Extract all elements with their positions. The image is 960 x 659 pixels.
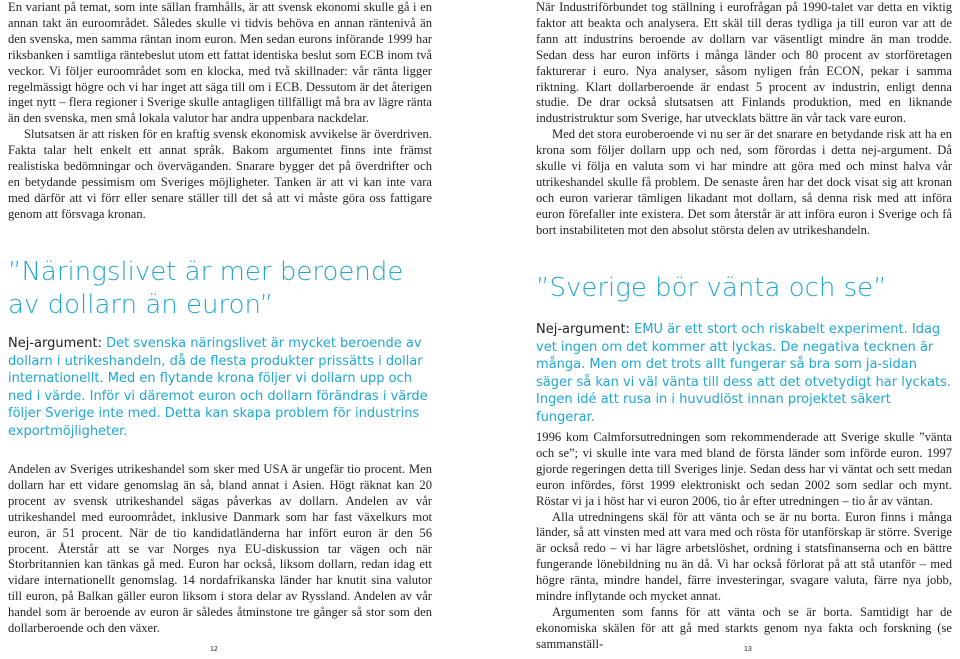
right-intro-text <box>536 0 952 239</box>
left-body-text <box>8 462 432 637</box>
headline-line-1: ”Näringslivet är mer beroende <box>8 257 404 287</box>
left-intro-paragraph-1: En variant på temat, som inte sällan framhålls, är att svensk ekonomi skulle gå i en annan takt än euroområdet. Således skulle vi tidvis behöva en annan räntenivå än den svenska, men samma räntan inom euron. Men sedan eurons införande 1999 har riksbanken i samtliga räntebeslut utom ett fattat identiska beslut som ECB inom två veckor. Vi följer euroområdet som en klocka, med två skillnader: vår ränta ligger regelmässigt högre och vi har inget att säga till om i ECB. Dessutom är det återigen inget nytt – flera regioner i Sverige skulle antagligen tillfälligt må bra av lägre ränta än den svenska, men små lokala valutor har andra uppenbara nackdelar. <box>8 0 432 126</box>
right-body-text <box>536 430 952 653</box>
argument-label: Nej-argument: <box>536 322 630 337</box>
page-number-left: 12 <box>210 646 218 653</box>
left-intro-paragraph-2: Slutsatsen är att risken för en kraftig svensk ekonomisk avvikelse är överdriven. Fakta talar helt enkelt ett annat språk. Bakom argumentet finns inte främst realistiska bedömningar och överväganden. Snarare bygger det på överdrifter och en betydande pessimism om Sveriges möjligheter. Tanken är att vi kan inte vara med därför att vi förr eller senare ställer till det så att vi måste göra oss fattigare genom att försvaga kronan. <box>8 127 432 221</box>
left-intro-text <box>8 0 432 223</box>
right-body-paragraph-1: 1996 kom Calmforsutredningen som rekommenderade att Sverige skulle ”vänta och se”; vi skulle inte vara med bland de första länder som införde euron. 1997 gjorde regeringen detta till Sveriges linje. Sedan dess har vi väntat och sett medan euron infördes, först 1999 elektroniskt och sedan 2002 som sedlar och mynt. Röstar vi ja i höst har vi euron 2006, tio år efter utredningen – tio år av väntan. <box>536 430 952 508</box>
right-headline <box>536 272 952 305</box>
right-intro-paragraph-2: Med det stora euroberoende vi nu ser är det snarare en betydande risk att ha en krona som följer dollarn upp och ned, som förordas i detta nej-argument. Då skulle vi följa en valuta som vi har mindre att göra med och minst halva vår utrikeshandel skulle få problem. De senaste åren har det dock visat sig att kronan och euron varierar tämligen likadant mot dollarn, så denna risk med att införa euron förefaller inte existera. Det som återstår är att införa euron i Sverige och få bort instabiliteten mot den absolut största delen av utrikeshandeln. <box>536 127 952 237</box>
headline-line-2: av dollarn än euron” <box>8 290 274 320</box>
right-page <box>480 0 960 659</box>
argument-text: Det svenska näringslivet är mycket beroende av dollarn i utrikeshandeln, då de flesta produkter prissätts i dollar internationellt. Med en flytande krona följer vi dollarn upp och ned i värde. Inför vi däremot euron och dollarn förändras i värde följer Sverige inte med. Detta kan skapa problem för industrins exportmöjligheter. <box>8 336 428 439</box>
left-argument <box>8 335 432 440</box>
right-body-paragraph-2: Alla utredningens skäl för att vänta och se är nu borta. Euron finns i många länder, så att vinsten med att vara med och rösta för utanförskap är större. Sverige är också redo – vi har lägre arbetslöshet, ordning i statsfinanserna och en bättre fungerande lönebildning nu än då. Vi har också förlorat på att stå utanför – med högre ränta, mindre handel, färre investeringar, svagare valuta, färre nya jobb, mindre inflytande och mycket annat. <box>536 509 952 604</box>
right-argument <box>536 321 952 426</box>
argument-text: EMU är ett stort och riskabelt experiment. Idag vet ingen om det kommer att lyckas. De negativa tecknen är många. Men om det trots allt fungerar så bra som ja-sidan säger så kan vi väl vänta till dess att det otvetydigt har lyckats. Ingen idé att rusa in i huvudlöst innan projektet säkert fungerar. <box>536 322 951 425</box>
right-body-paragraph-3: Argumenten som fanns för att vänta och se är borta. Samtidigt har de ekonomiska skälen för att gå med starkts genom nya fakta och forskning (se sammanställ- <box>536 604 952 651</box>
left-headline <box>8 256 432 322</box>
page-number-right: 13 <box>744 646 752 653</box>
headline: ”Sverige bör vänta och se” <box>536 273 887 303</box>
argument-label: Nej-argument: <box>8 336 102 351</box>
left-body-paragraph: Andelen av Sveriges utrikeshandel som sker med USA är ungefär tio procent. Men dollarn har ett vidare genomslag än så, bland annat i Asien. Högt räknat kan 20 procent av svensk utrikeshandel sägas påverkas av dollarn. Andelen av vår utrikeshandel med euroområdet, inklusive Danmark som har fast växelkurs mot euron, är 51 procent. När de tio kandidatländerna har infört euron är den 56 procent. Återstår att se var Norges nya EU-diskussion tar vägen och när Storbritannien kan tänkas gå med. Euron har också, liksom dollarn, redan idag ett vidare internationellt genomslag. 14 nordafrikanska länder har knutit sina valutor till euron, på Balkan gäller euron liksom i stora delar av Ryssland. Andelen av vår handel som är beroende av euron är således åtminstone tre gånger så stor som den dollarberoende och den växer. <box>8 462 432 636</box>
right-intro-paragraph-1: När Industriförbundet tog ställning i eurofrågan på 1990-talet var detta en viktig faktor att beakta och analysera. Ett skäl till deras tydliga ja till euron var att de fann att industrins beroende av dollarn var väsentligt mindre än man trodde. Sedan dess har euron införts i många länder och 80 procent av storföretagen fakturerar i euro. Nya analyser, såsom nyligen från ECON, pekar i samma riktning. Klart dollarberoende är endast 5 procent av industrin, enligt denna studie. De drar också slutsatsen att Finlands produktion, med en liknande industristruktur som Sverige, har utvecklats bättre än vår tack vare euron. <box>536 0 952 126</box>
